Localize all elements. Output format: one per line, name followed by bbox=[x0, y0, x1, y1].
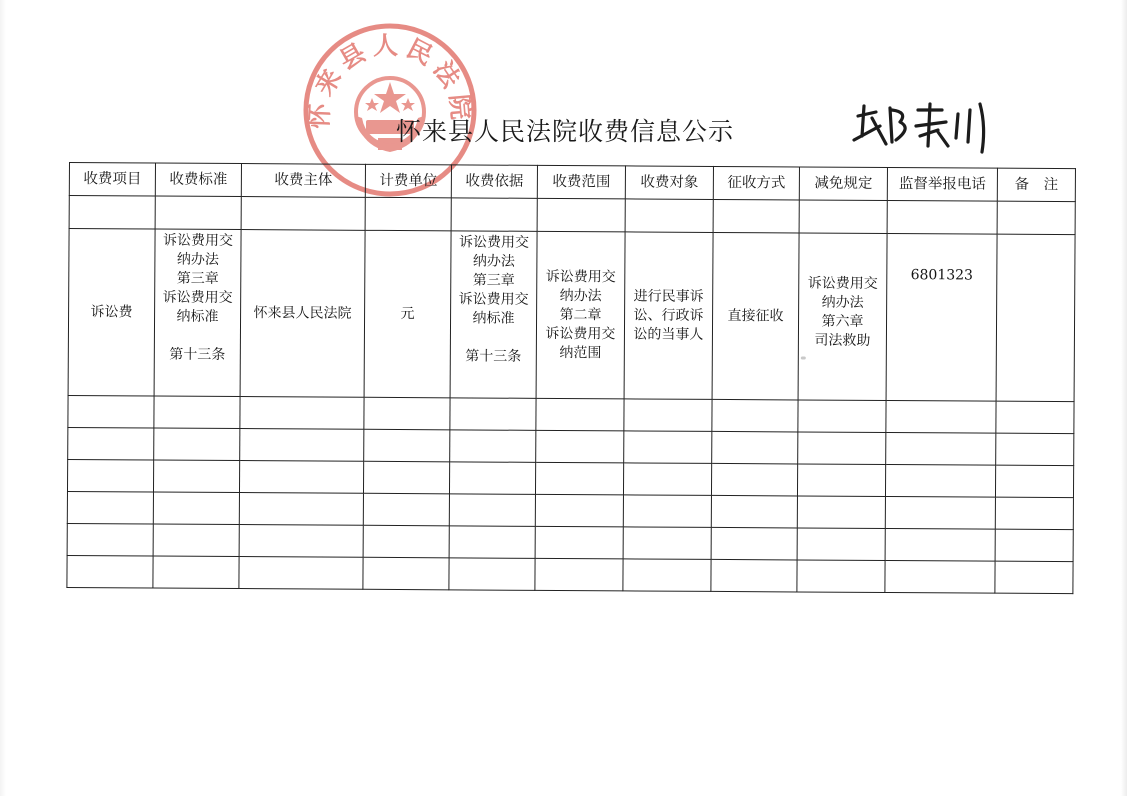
table-cell bbox=[155, 196, 241, 230]
cell-line: 第二章 bbox=[559, 306, 602, 323]
cell-line: 第三章 bbox=[472, 272, 515, 289]
table-cell bbox=[713, 199, 799, 233]
cell-line: 第十三条 bbox=[465, 348, 522, 365]
cell-line: 进行民事诉 bbox=[633, 287, 704, 305]
table-cell bbox=[885, 528, 995, 561]
table-cell bbox=[69, 196, 155, 230]
cell-fee-target bbox=[624, 232, 713, 400]
table-cell bbox=[995, 561, 1073, 593]
cell-fee-scope bbox=[536, 231, 625, 399]
table-cell bbox=[536, 398, 624, 431]
table-cell bbox=[711, 463, 797, 496]
table-cell bbox=[449, 526, 535, 559]
table-cell bbox=[450, 430, 536, 463]
table-cell bbox=[535, 526, 623, 559]
cell-line: 纳标准 bbox=[472, 310, 515, 327]
table-cell bbox=[887, 200, 997, 234]
table-cell bbox=[154, 396, 240, 429]
table-cell bbox=[711, 559, 797, 592]
cell-report-phone: 6801323 bbox=[886, 233, 997, 401]
table-cell bbox=[536, 430, 624, 463]
cell-line: 诉讼费用交 bbox=[807, 275, 878, 292]
table-cell bbox=[624, 431, 712, 464]
table-cell bbox=[451, 198, 537, 232]
table-cell bbox=[995, 497, 1073, 529]
cell-line: 诉讼费用交 bbox=[162, 232, 234, 250]
header-fee-subject: 收费主体 bbox=[241, 164, 365, 198]
table-cell bbox=[797, 528, 885, 561]
cell-line-blank bbox=[453, 328, 534, 347]
table-cell bbox=[995, 465, 1073, 497]
table-cell bbox=[240, 429, 364, 462]
table-cell bbox=[623, 463, 711, 496]
cell-line: 诉讼费用交 bbox=[458, 234, 530, 251]
table-cell bbox=[625, 199, 713, 233]
cell-billing-unit: 元 bbox=[364, 230, 451, 398]
table-cell bbox=[239, 557, 363, 590]
table-cell bbox=[67, 459, 153, 492]
cell-line: 诉讼费用交 bbox=[162, 289, 233, 307]
table-cell bbox=[535, 462, 623, 495]
header-fee-target: 收费对象 bbox=[625, 166, 713, 200]
table-cell bbox=[239, 525, 363, 558]
table-cell bbox=[537, 198, 625, 232]
header-collection-method: 征收方式 bbox=[713, 166, 799, 200]
table-cell bbox=[239, 493, 363, 526]
table-cell bbox=[68, 427, 154, 460]
cell-line: 诉讼费用交 bbox=[458, 291, 529, 308]
table-cell bbox=[711, 495, 797, 528]
table-cell bbox=[799, 200, 887, 234]
table-cell bbox=[363, 493, 449, 526]
table-cell bbox=[67, 491, 153, 524]
table-cell bbox=[885, 464, 995, 497]
table-cell bbox=[712, 399, 798, 432]
fee-info-table bbox=[66, 162, 1076, 594]
cell-fee-standard bbox=[154, 229, 241, 397]
table-cell bbox=[711, 527, 797, 560]
cell-line: 纳办法 bbox=[472, 253, 515, 270]
table-cell bbox=[364, 429, 450, 462]
document-title: 怀来县人民法院收费信息公示 bbox=[396, 117, 735, 146]
table-cell bbox=[239, 461, 363, 494]
table-cell bbox=[885, 560, 995, 593]
cell-line: 纳办法 bbox=[559, 287, 602, 304]
handwritten-signature bbox=[846, 96, 1006, 156]
cell-collection-method: 直接征收 bbox=[712, 232, 799, 400]
cell-line: 诉讼费用交 bbox=[545, 325, 616, 342]
table-cell bbox=[885, 496, 995, 529]
table-cell bbox=[67, 555, 153, 588]
header-report-phone: 监督举报电话 bbox=[887, 167, 997, 201]
table-cell bbox=[449, 462, 535, 495]
cell-line: 纳范围 bbox=[559, 344, 602, 361]
table-cell bbox=[535, 558, 623, 591]
cell-exemption-rules bbox=[798, 233, 887, 401]
table-cell bbox=[154, 428, 240, 461]
header-exemption-rules: 减免规定 bbox=[799, 167, 887, 201]
table-cell bbox=[995, 529, 1073, 561]
cell-fee-basis bbox=[450, 231, 537, 399]
table-cell bbox=[886, 400, 996, 433]
table-cell bbox=[67, 523, 153, 556]
table-cell bbox=[798, 432, 886, 465]
table-cell bbox=[996, 401, 1074, 433]
table-cell bbox=[449, 558, 535, 591]
table-cell bbox=[623, 527, 711, 560]
table-cell bbox=[364, 397, 450, 430]
header-fee-item: 收费项目 bbox=[69, 163, 155, 197]
cell-fee-subject: 怀来县人民法院 bbox=[240, 230, 365, 398]
table-cell bbox=[449, 494, 535, 527]
cell-line: 司法救助 bbox=[814, 332, 871, 349]
header-fee-basis: 收费依据 bbox=[451, 165, 537, 199]
table-cell bbox=[363, 525, 449, 558]
cell-fee-item: 诉讼费 bbox=[68, 229, 155, 397]
header-fee-scope: 收费范围 bbox=[537, 165, 625, 199]
cell-line: 第十三条 bbox=[169, 346, 226, 363]
table-row-litigation-fee bbox=[68, 229, 1075, 402]
table-cell bbox=[797, 496, 885, 529]
cell-line: 讼、行政诉 bbox=[633, 306, 704, 324]
header-billing-unit: 计费单位 bbox=[365, 164, 451, 198]
table-cell bbox=[535, 494, 623, 527]
table-cell bbox=[886, 432, 996, 465]
table-cell bbox=[712, 431, 798, 464]
table-cell bbox=[797, 560, 885, 593]
table-cell bbox=[623, 559, 711, 592]
table-cell bbox=[798, 400, 886, 433]
table-cell bbox=[365, 197, 451, 231]
table-cell bbox=[997, 201, 1075, 234]
cell-remarks bbox=[996, 234, 1075, 401]
table-cell bbox=[797, 464, 885, 497]
table-cell bbox=[153, 492, 239, 525]
table-cell bbox=[153, 460, 239, 493]
table-row bbox=[67, 555, 1073, 593]
header-remarks: 备 注 bbox=[997, 168, 1075, 201]
table-cell bbox=[68, 395, 154, 428]
cell-line-blank bbox=[157, 327, 238, 346]
header-fee-standard: 收费标准 bbox=[155, 163, 241, 197]
table-cell bbox=[623, 495, 711, 528]
cell-line: 诉讼费用交 bbox=[545, 268, 616, 285]
table-cell bbox=[153, 524, 239, 557]
scan-speck bbox=[801, 356, 806, 359]
table-cell bbox=[450, 398, 536, 431]
cell-line: 纳办法 bbox=[176, 251, 219, 268]
table-cell bbox=[363, 461, 449, 494]
table-cell bbox=[241, 197, 365, 231]
cell-line: 第三章 bbox=[176, 270, 219, 287]
table-cell bbox=[363, 557, 449, 590]
table-cell bbox=[624, 399, 712, 432]
cell-line: 讼的当事人 bbox=[633, 325, 704, 343]
table-cell bbox=[996, 433, 1074, 465]
cell-line: 第六章 bbox=[821, 313, 864, 330]
svg-text:怀来县人民法院: 怀来县人民法院 bbox=[304, 30, 477, 130]
table-cell bbox=[240, 397, 364, 430]
cell-line: 纳办法 bbox=[821, 294, 864, 311]
cell-line: 纳标准 bbox=[176, 308, 219, 325]
table-cell bbox=[153, 556, 239, 589]
